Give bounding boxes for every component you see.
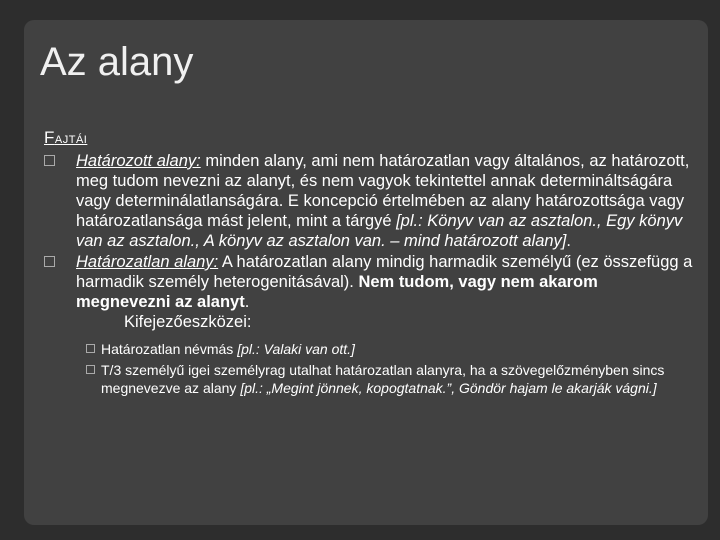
- means-of-expression-label: Kifejezőeszközei:: [124, 313, 252, 331]
- section-heading-rest: AJTÁI: [54, 134, 88, 146]
- sub-bullet-text: Határozatlan névmás: [101, 341, 238, 357]
- sub-bullet-list: [44, 340, 694, 397]
- bullet-text: A határozatlan alany mindig harmadik személyű (ez összefügg a harmadik személy heterogenitásával).: [76, 253, 693, 291]
- example-text: [pl.: „Megint jönnek, kopogtatnak.”, Göndör hajam le akarják vágni.]: [240, 380, 657, 396]
- bullet-indefinite-subject: [44, 252, 694, 332]
- term-indefinite: Határozatlan alany:: [76, 253, 219, 271]
- hollow-square-icon: [86, 344, 95, 353]
- bullet-end: .: [244, 293, 250, 311]
- slide-content: [44, 128, 694, 397]
- sub-bullet-item: [44, 361, 694, 397]
- term-definite: Határozott alany:: [76, 152, 201, 170]
- bullet-end: .: [566, 232, 571, 250]
- sub-bullet-item: [44, 340, 694, 358]
- hollow-square-icon: [86, 365, 95, 374]
- section-heading-initial: F: [44, 128, 55, 147]
- sub-bullet-text: T/3 személyű igei személyrag utalhat határozatlan alanyra, ha a szövegelőzményben sincs megnevezve az alany: [101, 362, 665, 396]
- example-text: [pl.: Könyv van az asztalon., Egy könyv van az asztalon., A könyv az asztalon van. – mind határozott alany]: [76, 212, 683, 250]
- hollow-square-icon: [44, 256, 55, 267]
- section-heading: [44, 128, 694, 150]
- slide-title: Az alany: [40, 40, 194, 84]
- bullet-text: minden alany, ami nem határozatlan vagy általános, az határozott, meg tudom nevezni az alanyt, és nem vagyok tekintettel annak determináltságára vagy determinálatlanságára. E koncepció értelmében az alany határozottsága vagy határozatlansága mást jelent, mint a tárgyé: [76, 152, 690, 230]
- bullet-definite-subject: [44, 151, 694, 251]
- bold-text: Nem tudom, vagy nem akarom megnevezni az alanyt: [76, 273, 598, 311]
- example-text: [pl.: Valaki van ott.]: [237, 341, 355, 357]
- hollow-square-icon: [44, 155, 55, 166]
